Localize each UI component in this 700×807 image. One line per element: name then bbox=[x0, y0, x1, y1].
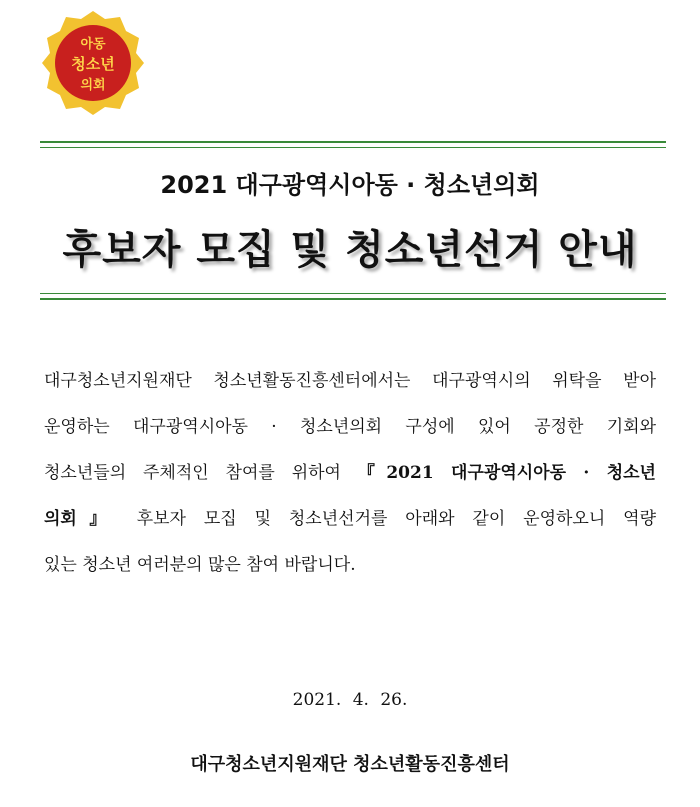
document-title: 후보자 모집 및 청소년선거 안내 bbox=[62, 227, 638, 273]
issuing-organization: 대구청소년지원재단 청소년활동진흥센터 bbox=[190, 754, 510, 775]
event-name-bold-end: 의회』 bbox=[44, 509, 119, 529]
document-subtitle: 2021 대구광역시아동 · 청소년의회 bbox=[160, 171, 540, 199]
logo-text-line2: 청소년 bbox=[71, 55, 115, 73]
body-line-4 bbox=[44, 504, 656, 550]
title-rule-top bbox=[40, 141, 666, 148]
logo-text-line3: 의회 bbox=[80, 78, 106, 93]
body-line-4-text: 후보자 모집 및 청소년선거를 아래와 같이 운영하오니 역량 bbox=[136, 509, 656, 529]
body-line-2: 운영하는 대구광역시아동 · 청소년의회 구성에 있어 공정한 기회와 bbox=[44, 417, 656, 437]
document-date: 2021. 4. 26. bbox=[292, 690, 408, 710]
council-logo bbox=[40, 10, 146, 116]
title-rule-bottom bbox=[40, 293, 666, 300]
body-paragraph bbox=[44, 366, 656, 596]
body-line-3 bbox=[44, 458, 656, 504]
logo-text-line1: 아동 bbox=[80, 37, 106, 52]
body-line-3-text: 청소년들의 주체적인 참여를 위하여 bbox=[44, 463, 358, 483]
event-name-bold: 『2021 대구광역시아동 · 청소년 bbox=[357, 463, 656, 483]
body-line-5: 있는 청소년 여러분의 많은 참여 바랍니다. bbox=[44, 555, 356, 575]
body-line-1: 대구청소년지원재단 청소년활동진흥센터에서는 대구광역시의 위탁을 받아 bbox=[44, 371, 656, 391]
